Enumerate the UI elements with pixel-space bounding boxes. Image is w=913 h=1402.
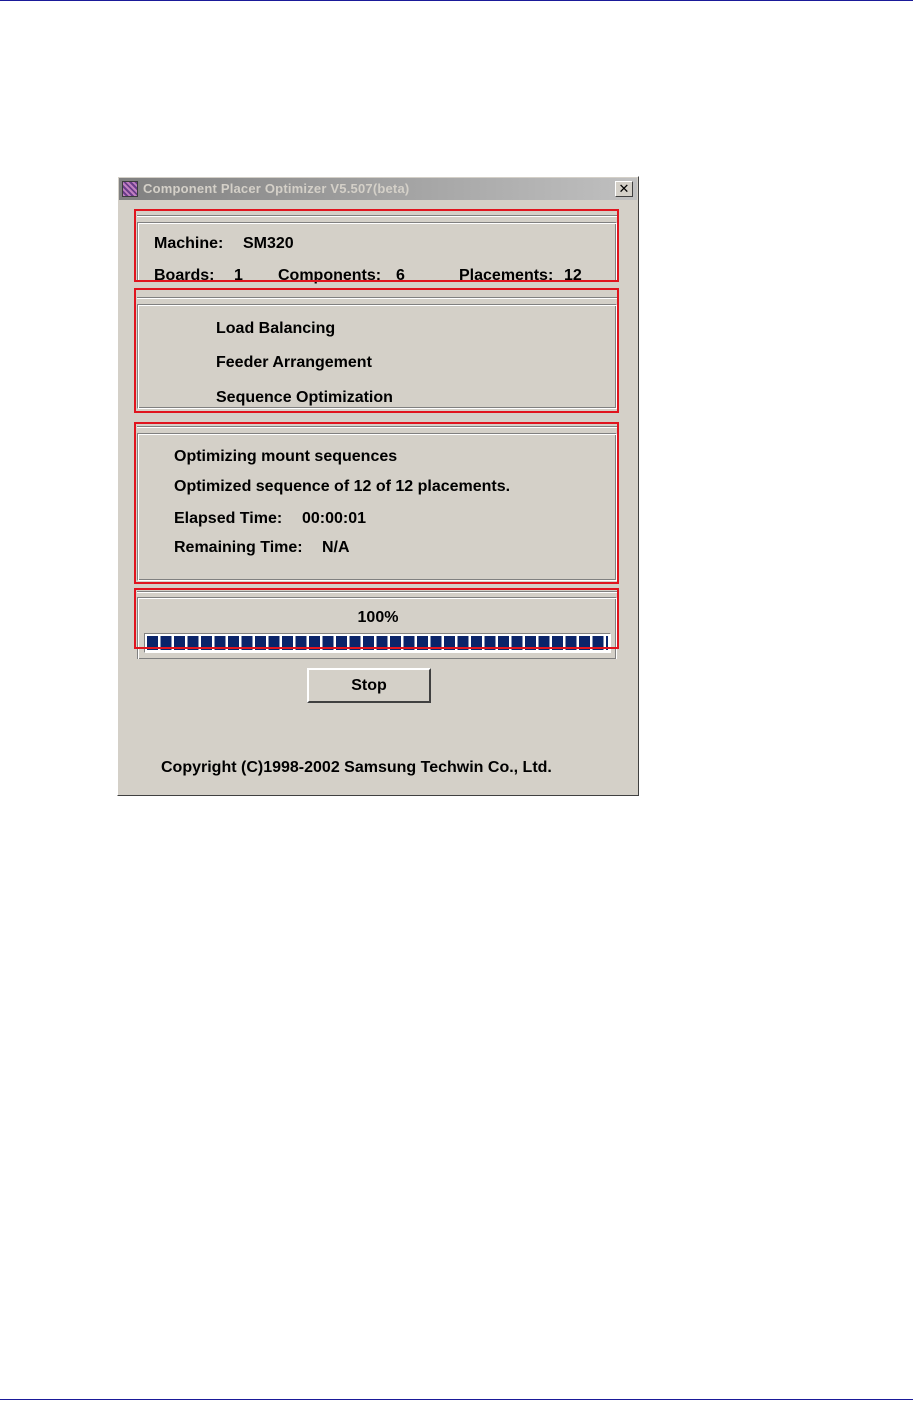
progress-bar-fill xyxy=(147,636,608,650)
placements-value: 12 xyxy=(564,267,582,284)
page-bottom-rule xyxy=(0,1399,913,1400)
step-feeder-arrangement: Feeder Arrangement xyxy=(216,354,372,371)
steps-group-divider xyxy=(137,297,617,299)
boards-label: Boards: xyxy=(154,267,215,284)
machine-group-divider xyxy=(137,215,617,217)
app-icon xyxy=(122,181,138,197)
optimization-steps-group xyxy=(137,304,617,409)
optimizer-dialog xyxy=(117,176,639,796)
status-detail-text: Optimized sequence of 12 of 12 placements. xyxy=(174,478,511,495)
copyright-text: Copyright (C)1998-2002 Samsung Techwin Co., Ltd. xyxy=(161,759,552,776)
elapsed-time-value: 00:00:01 xyxy=(302,510,367,527)
progress-bar xyxy=(144,633,611,653)
status-group xyxy=(137,433,617,581)
progress-percent-text: 100% xyxy=(357,609,399,626)
close-button[interactable] xyxy=(615,181,633,197)
status-group-divider xyxy=(137,426,617,428)
step-sequence-optimization: Sequence Optimization xyxy=(216,389,393,406)
step-load-balancing: Load Balancing xyxy=(216,320,336,337)
page-top-rule xyxy=(0,0,913,1)
elapsed-time-label: Elapsed Time: xyxy=(174,510,283,527)
machine-info-group xyxy=(137,222,617,282)
placements-label: Placements: xyxy=(459,267,554,284)
stop-button[interactable]: Stop xyxy=(307,668,431,703)
remaining-time-value: N/A xyxy=(322,539,350,556)
boards-value: 1 xyxy=(234,267,243,284)
current-task-text: Optimizing mount sequences xyxy=(174,448,398,465)
remaining-time-label: Remaining Time: xyxy=(174,539,303,556)
machine-label: Machine: xyxy=(154,235,224,252)
components-label: Components: xyxy=(278,267,382,284)
window-title: Component Placer Optimizer V5.507(beta) xyxy=(143,181,410,196)
progress-group-divider xyxy=(137,591,617,593)
title-bar[interactable] xyxy=(119,178,637,200)
machine-value: SM320 xyxy=(243,235,294,252)
components-value: 6 xyxy=(396,267,405,284)
close-icon: ✕ xyxy=(618,181,630,196)
